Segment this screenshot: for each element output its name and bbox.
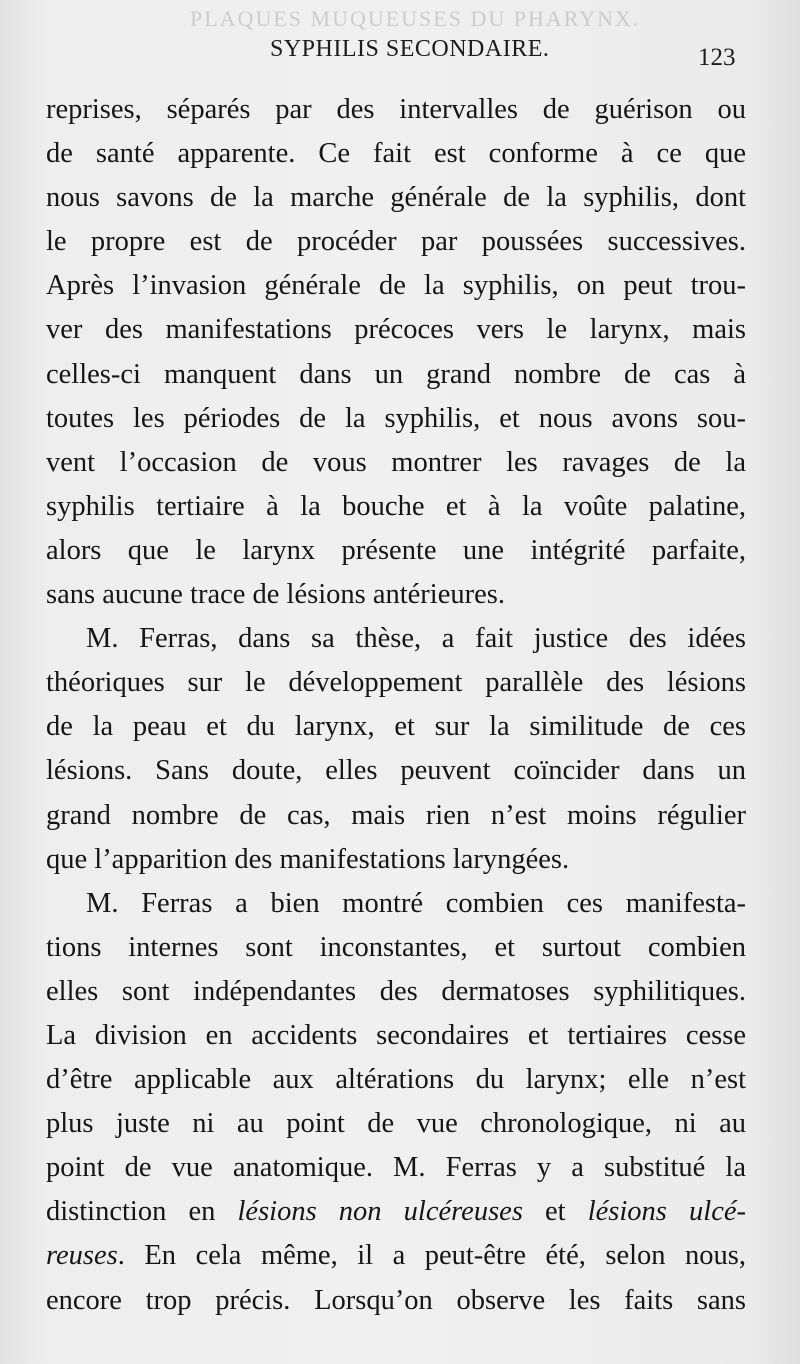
text-line: alors que le larynx présente une intégrité parfaite, [46,534,746,566]
text-run: . En cela même, il a peut-être été, selon nous, [117,1240,746,1272]
italic-term: lésions non ulcéreuses [237,1196,523,1228]
text-line: théoriques sur le développement parallèle des lésions [46,667,746,699]
text-line: La division en accidents secondaires et tertiaires cesse [46,1019,746,1051]
text-line-italic [46,1190,746,1234]
text-line: nous savons de la marche générale de la syphilis, dont [46,182,746,214]
text-line: vent l’occasion de vous montrer les ravages de la [46,446,746,478]
running-head [0,30,800,70]
text-line: de la peau et du larynx, et sur la similitude de ces [46,711,746,743]
text-line: elles sont indépendantes des dermatoses syphilitiques. [46,975,746,1007]
running-head-title: SYPHILIS SECONDAIRE. [270,36,550,62]
text-line: sans aucune trace de lésions antérieures. [46,579,505,611]
text-line: encore trop précis. Lorsqu’on observe les faits sans [46,1284,746,1316]
text-run: et [522,1196,588,1228]
text-line: Après l’invasion générale de la syphilis, on peut trou- [46,270,746,302]
text-line: de santé apparente. Ce fait est conforme à ce que [46,138,746,170]
paragraph-2 [46,617,746,882]
text-line: tions internes sont inconstantes, et surtout combien [46,931,746,963]
text-line: celles-ci manquent dans un grand nombre de cas à [46,358,746,390]
bleed-through-text: PLAQUES MUQUEUSES DU PHARYNX. [190,6,641,31]
paragraph-1 [46,88,746,617]
page-number: 123 [698,44,736,71]
text-line: plus juste ni au point de vue chronologique, ni au [46,1108,746,1140]
text-line: syphilis tertiaire à la bouche et à la voûte palatine, [46,490,746,522]
text-line-italic [46,1234,746,1278]
text-run: distinction en [46,1196,238,1228]
text-line: le propre est de procéder par poussées successives. [46,226,746,258]
paragraph-3 [46,882,746,1323]
text-line: ver des manifestations précoces vers le larynx, mais [46,314,746,346]
text-line: M. Ferras a bien montré combien ces manifesta- [86,887,746,919]
text-line: point de vue anatomique. M. Ferras y a substitué la [46,1152,746,1184]
text-line: d’être applicable aux altérations du larynx; elle n’est [46,1064,746,1096]
text-line: grand nombre de cas, mais rien n’est moins régulier [46,799,746,831]
italic-term: reuses [46,1240,118,1272]
text-line: M. Ferras, dans sa thèse, a fait justice des idées [86,623,746,655]
text-line: lésions. Sans doute, elles peuvent coïncider dans un [46,755,746,787]
body-text [46,88,746,1323]
text-line: reprises, séparés par des intervalles de guérison ou [46,94,746,125]
text-line: toutes les périodes de la syphilis, et nous avons sou- [46,402,746,434]
text-line: que l’apparition des manifestations laryngées. [46,843,570,875]
italic-term: lésions ulcé- [587,1196,746,1228]
